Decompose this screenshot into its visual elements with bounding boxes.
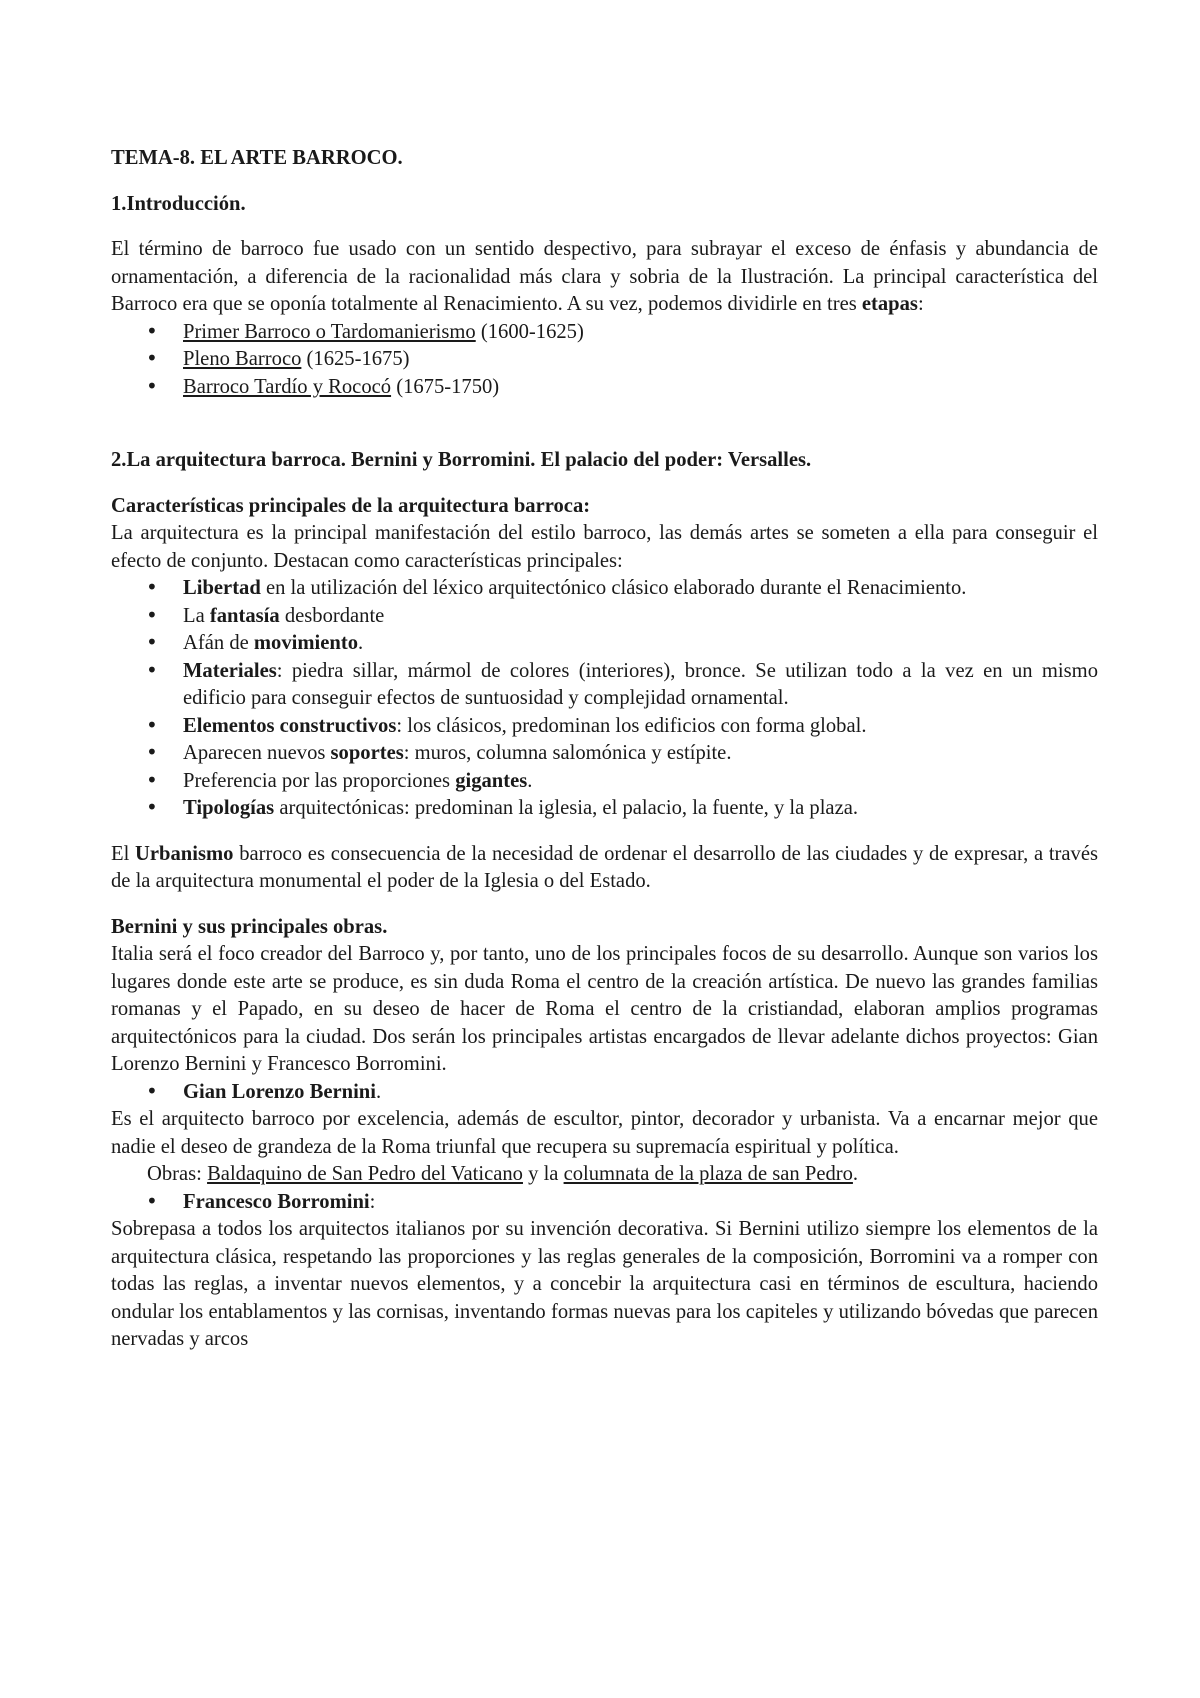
bernini-paragraph: Es el arquitecto barroco por excelencia, además de escultor, pintor, decorador y urbanista. Va a encarnar mejor que nadie el deseo de grandeza de la Roma triunfal que recupera su supremacía espiritual y política.	[111, 1108, 1098, 1158]
list-item: • La fantasía desbordante	[111, 603, 1098, 631]
borromini-list	[111, 1189, 1098, 1217]
list-item: • Francesco Borromini:	[111, 1189, 1098, 1217]
bernini-subheading: Bernini y sus principales obras.	[111, 915, 388, 938]
list-item: • Materiales: piedra sillar, mármol de colores (interiores), bronce. Se utilizan todo a la vez en un mismo edificio para conseguir efectos de suntuosidad y complejidad ornamental.	[111, 658, 1098, 713]
list-item: • Primer Barroco o Tardomanierismo (1600-1625)	[111, 319, 1098, 347]
urbanism-paragraph: El Urbanismo barroco es consecuencia de la necesidad de ordenar el desarrollo de las ciudades y de expresar, a través de la arquitectura monumental el poder de la Iglesia o del Estado.	[111, 842, 1098, 892]
intro-paragraph: El término de barroco fue usado con un sentido despectivo, para subrayar el exceso de énfasis y abundancia de ornamentación, a diferencia de la racionalidad más clara y sobria de la Ilustración. La principal característica del Barroco era que se oponía totalmente al Renacimiento. A su vez, podemos dividirle en tres etapas:	[111, 238, 1098, 315]
document-title: TEMA-8. EL ARTE BARROCO.	[111, 147, 403, 169]
list-item: • Tipologías arquitectónicas: predominan la iglesia, el palacio, la fuente, y la plaza.	[111, 795, 1098, 823]
list-item: • Preferencia por las proporciones gigantes.	[111, 768, 1098, 796]
bernini-works: Obras: Baldaquino de San Pedro del Vaticano y la columnata de la plaza de san Pedro.	[147, 1163, 859, 1185]
document-page	[111, 145, 1098, 1354]
section-2-heading: 2.La arquitectura barroca. Bernini y Borromini. El palacio del poder: Versalles.	[111, 449, 812, 471]
list-item: • Afán de movimiento.	[111, 630, 1098, 658]
bernini-list	[111, 1079, 1098, 1107]
borromini-paragraph: Sobrepasa a todos los arquitectos italianos por su invención decorativa. Si Bernini utilizo siempre los elementos de la arquitectura clásica, respetando las proporciones y las reglas generales de la composición, Borromini va a romper con todas las reglas, a inventar nuevos elementos, y a concebir la arquitectura casi en términos de escultura, haciendo ondular los entablamentos y las cornisas, inventando formas nuevas para los capiteles y utilizando bóvedas que parecen nervadas y arcos	[111, 1218, 1098, 1350]
features-subheading: Características principales de la arquitectura barroca:	[111, 494, 591, 517]
list-item: • Pleno Barroco (1625-1675)	[111, 346, 1098, 374]
stages-list	[111, 319, 1098, 402]
list-item: • Barroco Tardío y Rococó (1675-1750)	[111, 374, 1098, 402]
italia-paragraph: Italia será el foco creador del Barroco y, por tanto, uno de los principales focos de su desarrollo. Aunque son varios los lugares donde este arte se produce, es sin duda Roma el centro de la creación artística. De nuevo las grandes familias romanas y el Papado, en su deseo de hacer de Roma el centro de la cristiandad, elaboran amplios programas arquitectónicos para la ciudad. Dos serán los principales artistas encargados de llevar adelante dichos proyectos: Gian Lorenzo Bernini y Francesco Borromini.	[111, 943, 1098, 1075]
section-1-heading: 1.Introducción.	[111, 192, 246, 215]
architecture-intro: La arquitectura es la principal manifestación del estilo barroco, las demás artes se someten a ella para conseguir el efecto de conjunto. Destacan como características principales:	[111, 522, 1098, 572]
list-item: • Gian Lorenzo Bernini.	[111, 1079, 1098, 1107]
features-list	[111, 575, 1098, 823]
list-item: • Aparecen nuevos soportes: muros, columna salomónica y estípite.	[111, 740, 1098, 768]
list-item: • Elementos constructivos: los clásicos, predominan los edificios con forma global.	[111, 713, 1098, 741]
list-item: • Libertad en la utilización del léxico arquitectónico clásico elaborado durante el Renacimiento.	[111, 575, 1098, 603]
